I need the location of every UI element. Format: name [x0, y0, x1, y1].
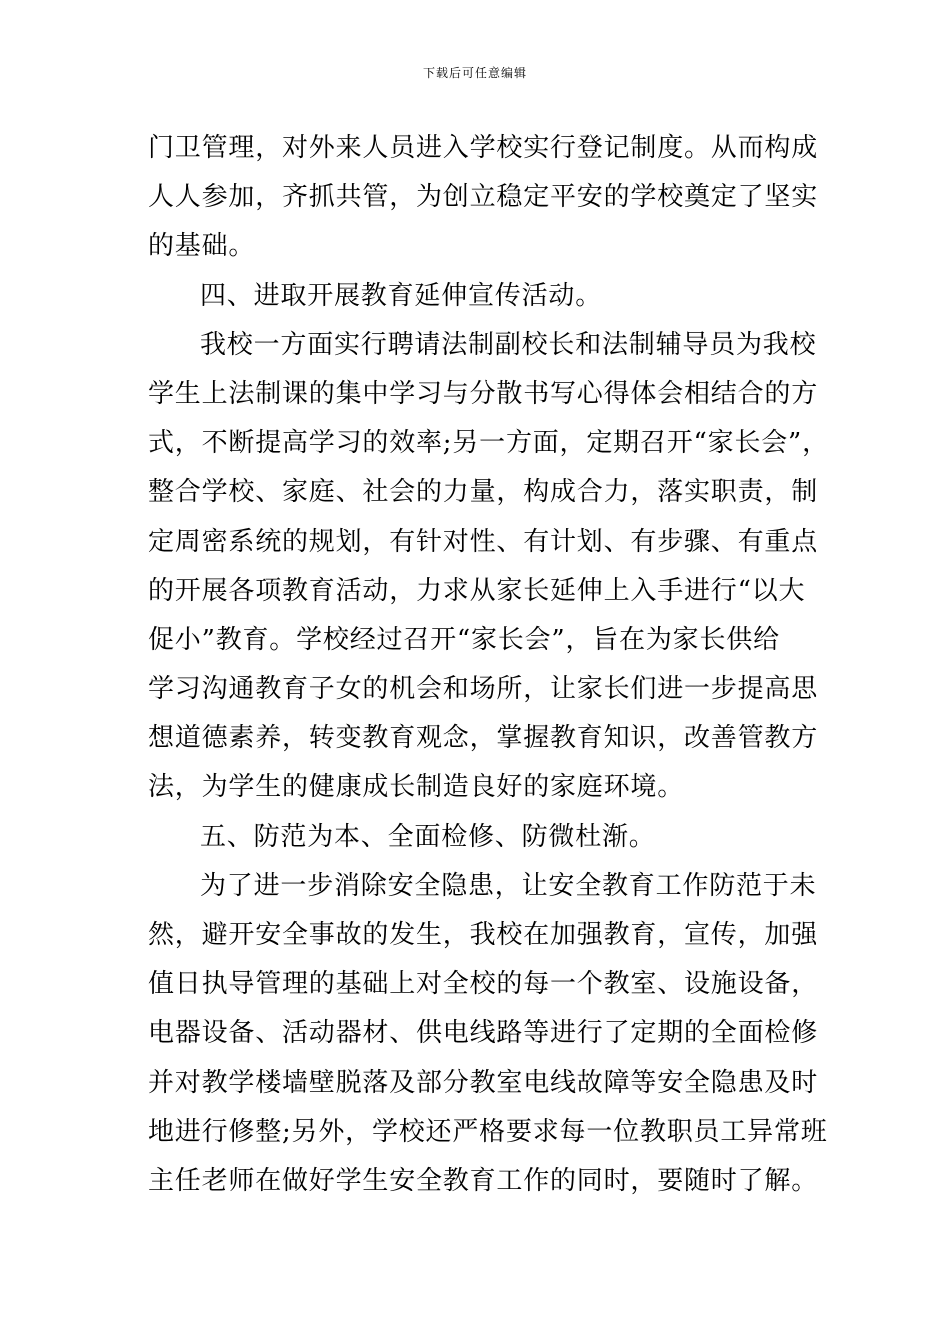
text-line: 学生上法制课的集中学习与分散书写心得体会相结合的方	[148, 378, 819, 409]
text-line: 并对教学楼墙壁脱落及部分教室电线故障等安全隐患及时	[148, 1067, 819, 1098]
text-line: 四、进取开展教育延伸宣传活动。	[200, 280, 603, 311]
text-line: 主任老师在做好学生安全教育工作的同时，要随时了解。	[148, 1165, 819, 1196]
text-line: 定周密系统的规划，有针对性、有计划、有步骤、有重点	[148, 526, 819, 557]
text-line: 法，为学生的健康成长制造良好的家庭环境。	[148, 772, 685, 803]
text-line: 式，不断提高学习的效率;另一方面，定期召开“家长会”，	[148, 428, 829, 459]
text-line: 五、防范为本、全面检修、防微杜渐。	[200, 821, 656, 852]
text-line: 值日执导管理的基础上对全校的每一个教室、设施设备，	[148, 969, 819, 1000]
text-line: 的开展各项教育活动，力求从家长延伸上入手进行“以大	[148, 575, 806, 606]
text-line: 门卫管理，对外来人员进入学校实行登记制度。从而构成	[148, 133, 819, 163]
text-line: 整合学校、家庭、社会的力量，构成合力，落实职责，制	[148, 477, 819, 508]
text-line: 电器设备、活动器材、供电线路等进行了定期的全面检修	[148, 1018, 819, 1049]
page-header-note: 下载后可任意编辑	[422, 66, 527, 80]
text-line: 想道德素养，转变教育观念，掌握教育知识，改善管教方	[148, 723, 819, 754]
text-line: 人人参加，齐抓共管，为创立稳定平安的学校奠定了坚实	[148, 182, 819, 213]
document-body	[148, 124, 829, 1206]
text-line: 为了进一步消除安全隐患，让安全教育工作防范于未	[200, 870, 817, 901]
text-line: 我校一方面实行聘请法制副校长和法制辅导员为我校	[200, 329, 817, 360]
text-line: 然，避开安全事故的发生，我校在加强教育，宣传，加强	[148, 920, 819, 950]
text-line: 促小”教育。学校经过召开“家长会”，旨在为家长供给	[148, 624, 780, 655]
text-line: 的基础。	[148, 231, 256, 262]
text-line: 学习沟通教育子女的机会和场所，让家长们进一步提高思	[148, 674, 819, 705]
text-line: 地进行修整;另外，学校还严格要求每一位教职员工异常班	[148, 1116, 828, 1147]
